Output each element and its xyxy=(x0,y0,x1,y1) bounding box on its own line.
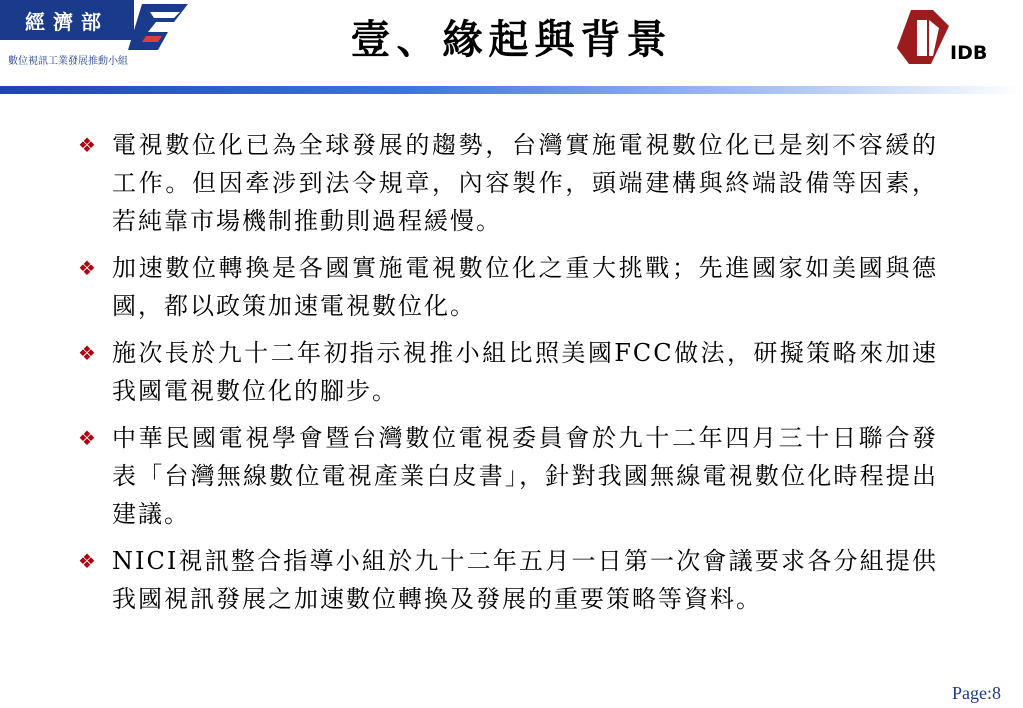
org-subtitle: 數位視訊工業發展推動小組 xyxy=(8,56,128,67)
bullet-text: 電視數位化已為全球發展的趨勢，台灣實施電視數位化已是刻不容緩的工作。但因牽涉到法令規章，內容製作，頭端建構與終端設備等因素，若純靠市場機制推動則過程緩慢。 xyxy=(112,131,938,235)
idb-logo-text: IDB xyxy=(950,42,988,64)
bullet-text: NICI視訊整合指導小組於九十二年五月一日第一次會議要求各分組提供我國視訊發展之加速數位轉換及發展的重要策略等資料。 xyxy=(112,547,938,613)
diamond-bullet-icon: ❖ xyxy=(78,549,96,573)
list-item xyxy=(78,419,938,533)
page-number: Page:8 xyxy=(952,683,1001,703)
list-item xyxy=(78,542,938,618)
list-item xyxy=(78,126,938,240)
list-item xyxy=(78,334,938,410)
org-name-badge: 經濟部 xyxy=(0,0,134,40)
diamond-bullet-icon: ❖ xyxy=(78,426,96,450)
bullet-text: 施次長於九十二年初指示視推小組比照美國FCC做法，研擬策略來加速我國電視數位化的腳步。 xyxy=(112,339,938,405)
diamond-bullet-icon: ❖ xyxy=(78,256,96,280)
bullet-text: 中華民國電視學會暨台灣數位電視委員會於九十二年四月三十日聯合發表「台灣無線數位電視產業白皮書」，針對我國無線電視數位化時程提出建議。 xyxy=(112,424,938,528)
list-item xyxy=(78,249,938,325)
bullet-text: 加速數位轉換是各國實施電視數位化之重大挑戰；先進國家如美國與德國，都以政策加速電視數位化。 xyxy=(112,254,938,320)
diamond-bullet-icon: ❖ xyxy=(78,133,96,157)
diamond-bullet-icon: ❖ xyxy=(78,341,96,365)
bullet-list xyxy=(78,126,938,627)
header-divider xyxy=(0,86,1023,94)
page-title: 壹、緣起與背景 xyxy=(350,16,673,63)
